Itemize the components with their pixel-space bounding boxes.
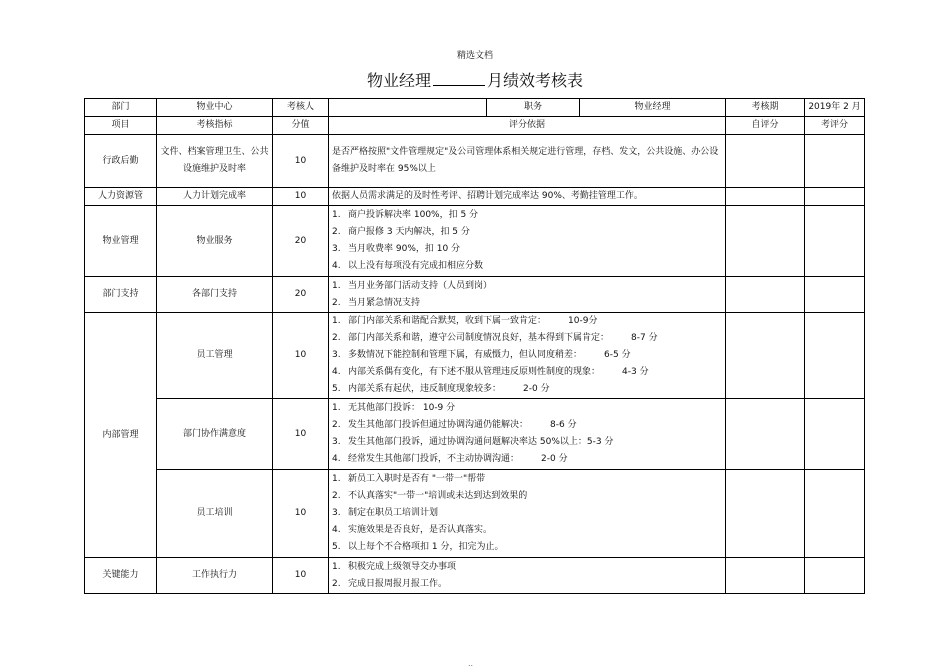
criteria-line: 1. 积极完成上级领导交办事项 [332,561,457,572]
row-criteria: 是否严格按照"文件管理规定"及公司管理体系相关规定进行管理，存档、发文，公共设施、办公设备维护及时率在 95%以上 [329,135,726,188]
period-label: 考核期 [726,99,805,117]
title-suffix: 月绩效考核表 [487,71,584,90]
criteria-line: 3. 发生其他部门投诉，通过协调沟通问题解决率达 50%以上：5-3 分 [332,437,614,447]
criteria-line: 1. 无其他部门投诉： 10-9 分 [332,403,456,413]
criteria-line: 1. 当月业务部门活动支持（人员到岗） [332,280,493,291]
table-row [85,206,865,277]
criteria-line: 5. 内部关系有起伏，违反制度现象较多： 2-0 分 [332,384,550,394]
row-item: 行政后勤 [85,135,157,188]
review-score-cell[interactable] [805,188,865,206]
table-row [85,470,865,558]
criteria-line: 2. 不认真落实"一带一"培训或未达到达到效果的 [332,491,528,501]
page-title [0,68,950,91]
row-score: 10 [273,313,329,399]
criteria-line: 1. 部门内部关系和谐配合默契，收到下属一致肯定： 10-9分 [332,316,598,326]
col-header-self-score: 自评分 [726,117,805,135]
table-row [85,313,865,399]
position-value: 物业经理 [580,99,726,117]
row-item: 物业管理 [85,206,157,277]
row-criteria [329,277,726,313]
review-score-cell[interactable] [805,470,865,558]
self-score-cell[interactable] [726,470,805,558]
row-score: 20 [273,277,329,313]
self-score-cell[interactable] [726,313,805,399]
criteria-line: 1. 商户投诉解决率 100%，扣 5 分 [332,210,479,220]
row-score: 20 [273,206,329,277]
table-row [85,399,865,470]
criteria-line: 3. 制定在职员工培训计划 [332,508,439,518]
criteria-line: 2. 完成日报周报月报工作。 [332,578,448,589]
review-score-cell[interactable] [805,277,865,313]
column-header-row [85,117,865,135]
page-footer-mark: .. [468,659,474,668]
criteria-line: 2. 部门内部关系和谐，遵守公司制度情况良好，基本得到下属肯定： 8-7 分 [332,333,658,343]
col-header-indicator: 考核指标 [157,117,273,135]
row-criteria [329,470,726,558]
review-score-cell[interactable] [805,206,865,277]
review-score-cell[interactable] [805,399,865,470]
row-indicator: 人力计划完成率 [157,188,273,206]
self-score-cell[interactable] [726,277,805,313]
criteria-line: 5. 以上每个不合格项扣 1 分，扣完为止。 [332,542,504,552]
col-header-criteria: 评分依据 [329,117,726,135]
title-blank-line [433,71,485,86]
assessment-table [84,98,865,594]
criteria-line: 2. 发生其他部门投诉但通过协调沟通仍能解决： 8-6 分 [332,420,577,430]
row-item: 部门支持 [85,277,157,313]
row-item: 内部管理 [85,313,157,558]
row-criteria [329,313,726,399]
assessor-label: 考核人 [273,99,329,117]
row-criteria [329,399,726,470]
review-score-cell[interactable] [805,558,865,594]
row-criteria: 依据人员需求满足的及时性考评、招聘计划完成率达 90%、考勤挂管理工作。 [329,188,726,206]
row-indicator: 部门协作满意度 [157,399,273,470]
title-prefix: 物业经理 [366,71,431,90]
criteria-line: 2. 商户报修 3 天内解决，扣 5 分 [332,227,470,237]
self-score-cell[interactable] [726,399,805,470]
row-score: 10 [273,558,329,594]
row-indicator: 物业服务 [157,206,273,277]
col-header-review-score: 考评分 [805,117,865,135]
row-score: 10 [273,399,329,470]
criteria-line: 4. 经常发生其他部门投诉，不主动协调沟通： 2-0 分 [332,454,568,464]
review-score-cell[interactable] [805,313,865,399]
criteria-line: 3. 当月收费率 90%，扣 10 分 [332,244,461,254]
row-criteria [329,206,726,277]
row-score: 10 [273,470,329,558]
row-score: 10 [273,188,329,206]
criteria-line: 1. 新员工入职时是否有 "一带一"帮带 [332,474,486,484]
position-label: 职务 [487,99,580,117]
criteria-line: 4. 内部关系偶有变化，有下述不服从管理违反原则性制度的现象： 4-3 分 [332,367,649,377]
row-criteria [329,558,726,594]
row-item: 人力资源管 [85,188,157,206]
header-note: 精选文档 [456,51,493,61]
table-row [85,188,865,206]
criteria-line: 4. 实施效果是否良好，是否认真落实。 [332,525,493,535]
row-indicator: 员工管理 [157,313,273,399]
row-indicator: 工作执行力 [157,558,273,594]
self-score-cell[interactable] [726,135,805,188]
review-score-cell[interactable] [805,135,865,188]
row-indicator: 各部门支持 [157,277,273,313]
period-value: 2019年 2 月 [805,99,865,117]
criteria-line: 4. 以上没有每项没有完成扣相应分数 [332,261,484,271]
col-header-item: 项目 [85,117,157,135]
table-row [85,135,865,188]
row-indicator: 文件、档案管理卫生、公共设施维护及时率 [157,135,273,188]
col-header-score: 分值 [273,117,329,135]
dept-value: 物业中心 [157,99,273,117]
row-score: 10 [273,135,329,188]
row-indicator: 员工培训 [157,470,273,558]
criteria-line: 3. 多数情况下能控制和管理下属，有威慑力，但认同度稍差： 6-5 分 [332,350,631,360]
assessor-value [329,99,487,117]
dept-label: 部门 [85,99,157,117]
self-score-cell[interactable] [726,188,805,206]
self-score-cell[interactable] [726,206,805,277]
criteria-line: 2. 当月紧急情况支持 [332,297,421,308]
row-item: 关键能力 [85,558,157,594]
self-score-cell[interactable] [726,558,805,594]
table-row [85,277,865,313]
info-row [85,99,865,117]
table-row [85,558,865,594]
